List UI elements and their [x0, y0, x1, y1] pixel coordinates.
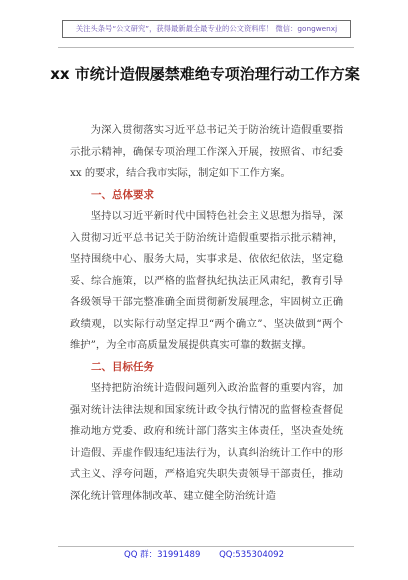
document-body	[70, 120, 343, 507]
section-heading-objectives: 二、目标任务	[91, 360, 154, 373]
footer-qq-number: QQ:535304092	[219, 550, 284, 560]
document-title: xx 市统计造假屡禁难绝专项治理行动工作方案	[50, 65, 360, 83]
section-heading-general-requirements: 一、总体要求	[91, 188, 154, 201]
header-banner: 关注头条号“公文研究”，获得最新最全最专业的公文资料库！ 微信：gongwenxj	[62, 20, 351, 38]
footer-divider	[58, 546, 354, 547]
section-paragraph-general-requirements: 坚持以习近平新时代中国特色社会主义思想为指导，深入贯彻习近平总书记关于防治统计造假重要指示批示精神，坚持围绕中心、服务大局，实事求是、依依纪依法，坚定稳妥、综合施策，以严格的监督执纪执法正风肃纪，教育引导各级领导干部完整准确全面贯彻新发展理念，牢固树立正确政绩观，以实际行动坚定捍卫“两个确立”、坚决做到“两个维护”，为全市高质量发展提供真实可靠的数据支撑。	[70, 210, 343, 351]
header-divider	[58, 47, 354, 48]
page-footer	[0, 548, 408, 560]
section-paragraph-objectives: 坚持把防治统计造假问题列入政治监督的重要内容，加强对统计法律法规和国家统计政令执行情况的监督检查督促推动地方党委、政府和统计部门落实主体责任，坚决查处统计造假、弄虚作假违纪违法行为，认真纠治统计工作中的形式主义、浮夸问题，严格追究失职失责领导干部责任，推动深化统计管理体制改革、建立健全防治统计造	[70, 382, 343, 502]
intro-paragraph: 为深入贯彻落实习近平总书记关于防治统计造假重要指示批示精神，确保专项治理工作深入开展，按照省、市纪委 xx 的要求，结合我市实际，制定如下工作方案。	[70, 124, 343, 179]
footer-qq-group: QQ 群：31991489	[124, 550, 201, 560]
